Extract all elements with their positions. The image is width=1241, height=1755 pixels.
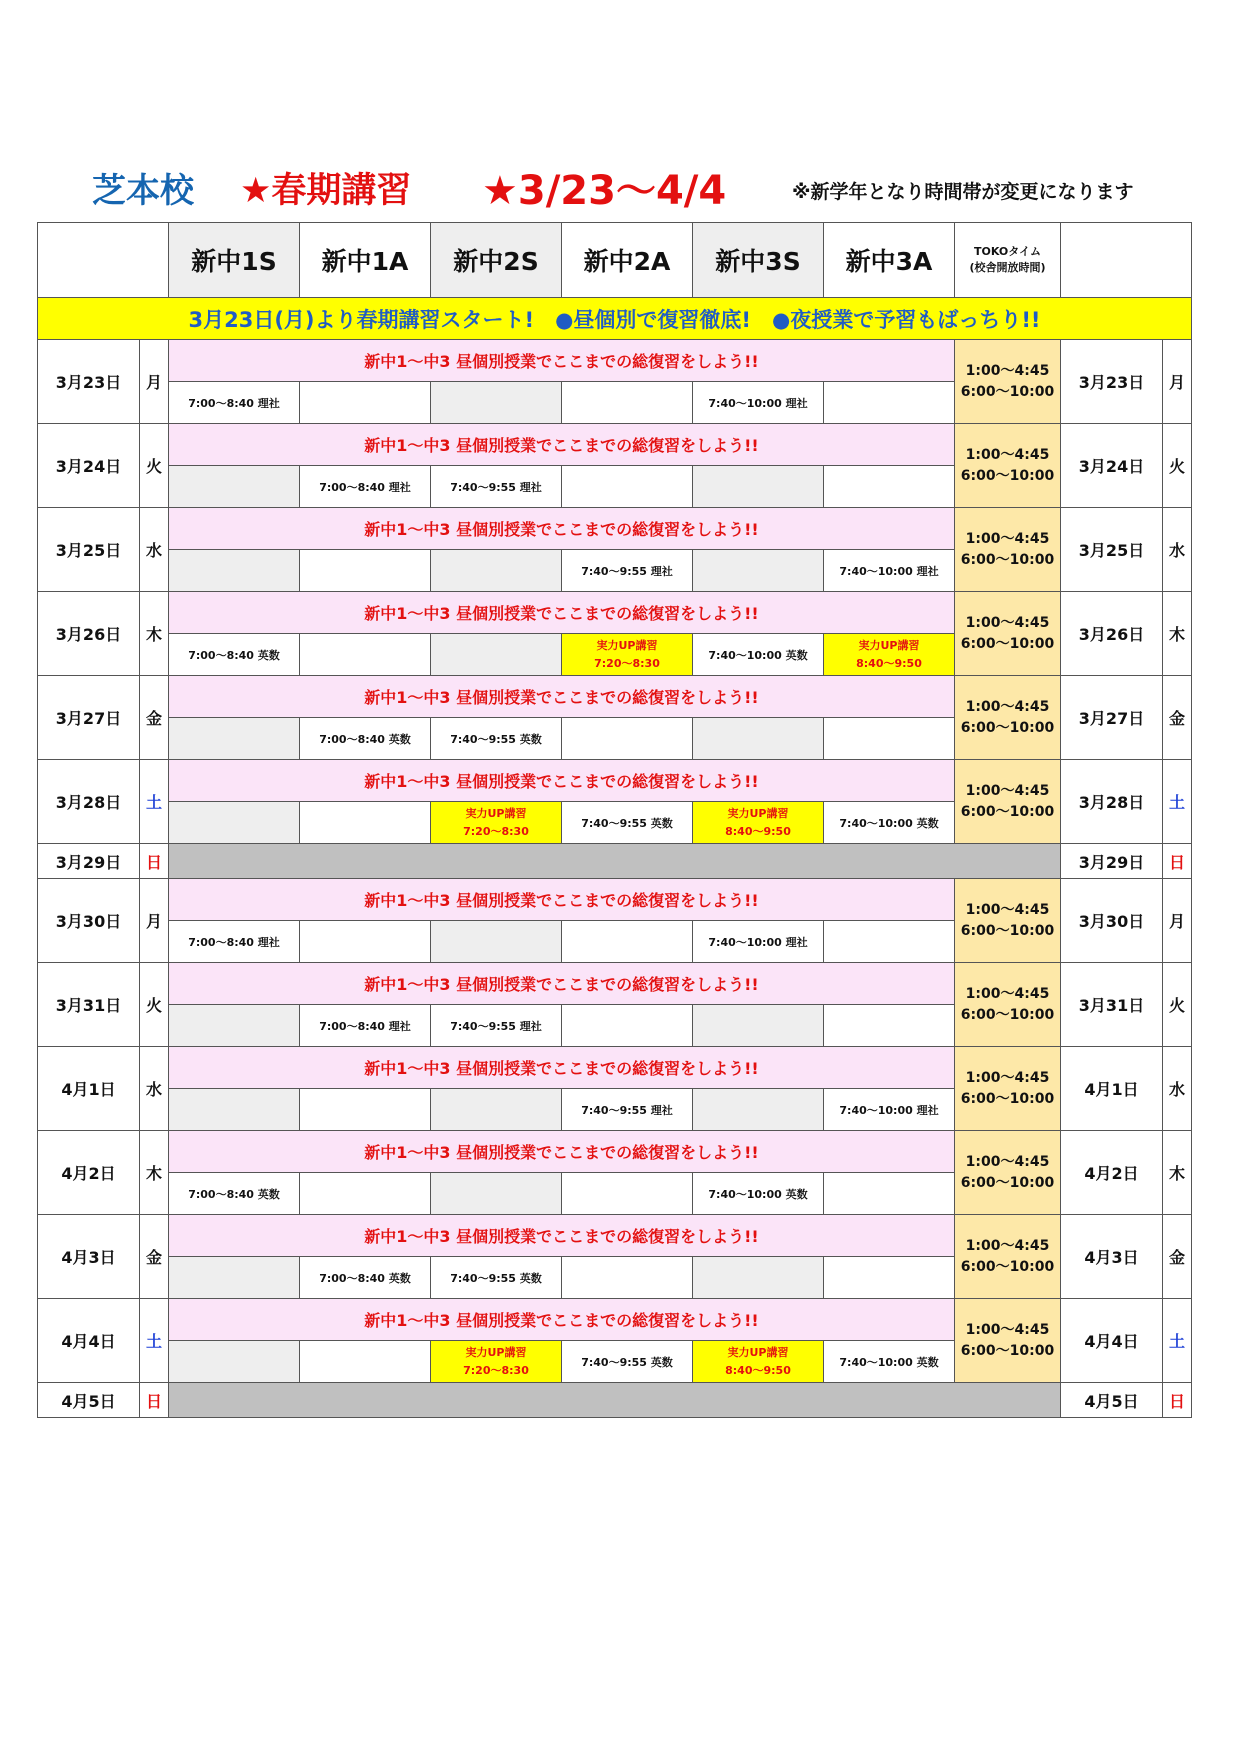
date-cell-right: 4月5日 — [1061, 1383, 1163, 1418]
toko-hours-cell — [955, 676, 1061, 760]
toko-hours-cell — [955, 760, 1061, 844]
review-banner: 新中1～中3 昼個別授業でここまでの総復習をしよう!! — [169, 676, 955, 718]
empty-slot — [693, 466, 824, 508]
empty-slot — [300, 1089, 431, 1131]
lesson-cell: 7:40～9:55 英数 — [431, 1257, 562, 1299]
class-header: 新中1S — [169, 223, 300, 298]
lesson-cell: 7:00～8:40 理社 — [300, 1005, 431, 1047]
toko-hours-evening: 6:00～10:00 — [960, 1258, 1055, 1275]
schedule-note: ※新学年となり時間帯が変更になります — [792, 181, 1134, 203]
empty-slot — [562, 1005, 693, 1047]
empty-slot — [169, 802, 300, 844]
toko-header-line1: TOKOタイム — [973, 245, 1041, 259]
toko-hours-cell — [955, 508, 1061, 592]
weekday-cell: 月 — [140, 879, 169, 963]
toko-hours-afternoon: 1:00～4:45 — [965, 901, 1050, 918]
date-cell-right: 3月30日 — [1061, 879, 1163, 963]
special-lesson-label: 実力UP講習 — [596, 639, 658, 653]
special-lesson-cell — [693, 1341, 824, 1383]
school-name: 芝本校 — [92, 171, 194, 211]
date-cell: 3月30日 — [38, 879, 140, 963]
closed-day-row — [38, 1383, 1192, 1418]
empty-slot — [824, 466, 955, 508]
empty-slot — [300, 1341, 431, 1383]
date-cell: 3月24日 — [38, 424, 140, 508]
closed-day-row — [38, 844, 1192, 879]
date-cell-right: 4月1日 — [1061, 1047, 1163, 1131]
date-cell-right: 3月28日 — [1061, 760, 1163, 844]
special-lesson-time: 8:40～9:50 — [856, 656, 922, 670]
toko-hours-cell — [955, 340, 1061, 424]
empty-slot — [431, 382, 562, 424]
toko-hours-cell — [955, 1215, 1061, 1299]
toko-header — [955, 223, 1061, 298]
weekday-cell: 金 — [140, 1215, 169, 1299]
date-cell: 4月5日 — [38, 1383, 140, 1418]
lesson-cell: 7:40～9:55 理社 — [562, 1089, 693, 1131]
empty-slot — [300, 550, 431, 592]
date-cell-right: 3月23日 — [1061, 340, 1163, 424]
date-cell-right: 3月31日 — [1061, 963, 1163, 1047]
lesson-cell: 7:40～10:00 英数 — [693, 1173, 824, 1215]
review-banner: 新中1～中3 昼個別授業でここまでの総復習をしよう!! — [169, 424, 955, 466]
toko-hours-evening: 6:00～10:00 — [960, 1174, 1055, 1191]
toko-hours-cell — [955, 1047, 1061, 1131]
lesson-cell: 7:00～8:40 英数 — [300, 718, 431, 760]
date-cell: 3月28日 — [38, 760, 140, 844]
weekday-cell: 土 — [140, 1299, 169, 1383]
empty-slot — [562, 718, 693, 760]
weekday-cell: 日 — [140, 844, 169, 879]
toko-hours-cell — [955, 963, 1061, 1047]
review-banner: 新中1～中3 昼個別授業でここまでの総復習をしよう!! — [169, 340, 955, 382]
toko-hours-cell — [955, 592, 1061, 676]
toko-hours-evening: 6:00～10:00 — [960, 803, 1055, 820]
day-row — [38, 760, 1192, 802]
weekday-cell-right: 木 — [1163, 592, 1192, 676]
empty-slot — [169, 466, 300, 508]
weekday-cell: 木 — [140, 592, 169, 676]
toko-header-line2: (校舎開放時間) — [969, 261, 1046, 274]
day-row — [38, 1215, 1192, 1257]
empty-slot — [693, 718, 824, 760]
class-header: 新中1A — [300, 223, 431, 298]
date-cell-right: 3月24日 — [1061, 424, 1163, 508]
weekday-cell-right: 火 — [1163, 424, 1192, 508]
empty-slot — [431, 1089, 562, 1131]
day-row — [38, 879, 1192, 921]
toko-hours-evening: 6:00～10:00 — [960, 1090, 1055, 1107]
weekday-cell-right: 火 — [1163, 963, 1192, 1047]
banner-row — [38, 298, 1192, 340]
lesson-cell: 7:40～10:00 英数 — [824, 1341, 955, 1383]
weekday-cell-right: 月 — [1163, 879, 1192, 963]
empty-slot — [431, 1173, 562, 1215]
review-banner: 新中1～中3 昼個別授業でここまでの総復習をしよう!! — [169, 508, 955, 550]
date-cell: 3月29日 — [38, 844, 140, 879]
date-cell-right: 3月27日 — [1061, 676, 1163, 760]
date-cell-right: 3月25日 — [1061, 508, 1163, 592]
toko-hours-evening: 6:00～10:00 — [960, 922, 1055, 939]
special-lesson-cell — [693, 802, 824, 844]
toko-hours-afternoon: 1:00～4:45 — [965, 1069, 1050, 1086]
weekday-cell-right: 土 — [1163, 760, 1192, 844]
weekday-cell-right: 日 — [1163, 844, 1192, 879]
special-lesson-time: 8:40～9:50 — [725, 1363, 791, 1377]
lesson-cell: 7:40～9:55 理社 — [431, 466, 562, 508]
empty-slot — [824, 1257, 955, 1299]
empty-slot — [431, 634, 562, 676]
date-cell: 4月4日 — [38, 1299, 140, 1383]
lesson-cell: 7:40～10:00 英数 — [824, 802, 955, 844]
empty-slot — [562, 921, 693, 963]
review-banner: 新中1～中3 昼個別授業でここまでの総復習をしよう!! — [169, 592, 955, 634]
date-cell: 4月3日 — [38, 1215, 140, 1299]
toko-hours-evening: 6:00～10:00 — [960, 383, 1055, 400]
lesson-cell: 7:40～9:55 英数 — [562, 802, 693, 844]
toko-hours-afternoon: 1:00～4:45 — [965, 446, 1050, 463]
empty-slot — [300, 634, 431, 676]
lesson-cell: 7:40～9:55 英数 — [562, 1341, 693, 1383]
toko-hours-afternoon: 1:00～4:45 — [965, 1237, 1050, 1254]
empty-slot — [169, 718, 300, 760]
empty-slot — [693, 1257, 824, 1299]
special-lesson-time: 7:20～8:30 — [463, 1363, 529, 1377]
lesson-cell: 7:40～9:55 理社 — [562, 550, 693, 592]
lesson-cell: 7:40～10:00 英数 — [693, 634, 824, 676]
lesson-cell: 7:00～8:40 英数 — [300, 1257, 431, 1299]
date-cell: 4月1日 — [38, 1047, 140, 1131]
class-header: 新中2A — [562, 223, 693, 298]
toko-hours-evening: 6:00～10:00 — [960, 467, 1055, 484]
empty-slot — [300, 802, 431, 844]
lesson-cell: 7:00～8:40 英数 — [169, 1173, 300, 1215]
day-row — [38, 963, 1192, 1005]
date-cell: 3月27日 — [38, 676, 140, 760]
date-cell-right: 3月26日 — [1061, 592, 1163, 676]
empty-slot — [300, 1173, 431, 1215]
weekday-cell-right: 水 — [1163, 1047, 1192, 1131]
special-lesson-cell — [431, 802, 562, 844]
special-lesson-time: 8:40～9:50 — [725, 824, 791, 838]
empty-slot — [431, 550, 562, 592]
weekday-cell: 月 — [140, 340, 169, 424]
lesson-cell: 7:00～8:40 英数 — [169, 634, 300, 676]
toko-hours-afternoon: 1:00～4:45 — [965, 698, 1050, 715]
toko-hours-afternoon: 1:00～4:45 — [965, 362, 1050, 379]
toko-hours-afternoon: 1:00～4:45 — [965, 782, 1050, 799]
weekday-cell-right: 日 — [1163, 1383, 1192, 1418]
header-row — [38, 223, 1192, 298]
banner-text: 3月23日(月)より春期講習スタート! ●昼個別で復習徹底! ●夜授業で予習もばっちり!! — [38, 298, 1192, 340]
lesson-cell: 7:00～8:40 理社 — [169, 382, 300, 424]
empty-slot — [824, 1005, 955, 1047]
lesson-cell: 7:40～9:55 英数 — [431, 718, 562, 760]
review-banner: 新中1～中3 昼個別授業でここまでの総復習をしよう!! — [169, 963, 955, 1005]
date-cell: 3月26日 — [38, 592, 140, 676]
special-lesson-cell — [562, 634, 693, 676]
toko-hours-cell — [955, 1131, 1061, 1215]
review-banner: 新中1～中3 昼個別授業でここまでの総復習をしよう!! — [169, 879, 955, 921]
title-row — [0, 155, 1241, 215]
special-lesson-time: 7:20～8:30 — [463, 824, 529, 838]
toko-hours-evening: 6:00～10:00 — [960, 719, 1055, 736]
course-title: ★春期講習 — [240, 171, 412, 211]
weekday-cell-right: 木 — [1163, 1131, 1192, 1215]
toko-hours-cell — [955, 1299, 1061, 1383]
empty-slot — [824, 718, 955, 760]
lesson-cell: 7:40～10:00 理社 — [693, 382, 824, 424]
special-lesson-label: 実力UP講習 — [727, 1346, 789, 1360]
weekday-cell: 水 — [140, 508, 169, 592]
lesson-cell: 7:40～10:00 理社 — [824, 550, 955, 592]
lesson-cell: 7:00～8:40 理社 — [169, 921, 300, 963]
toko-hours-afternoon: 1:00～4:45 — [965, 985, 1050, 1002]
schedule-table — [37, 222, 1192, 1418]
weekday-cell: 土 — [140, 760, 169, 844]
day-row — [38, 340, 1192, 382]
date-range: ★3/23～4/4 — [482, 168, 727, 214]
date-cell: 4月2日 — [38, 1131, 140, 1215]
closed-bar — [169, 1383, 1061, 1418]
class-header: 新中3A — [824, 223, 955, 298]
day-row — [38, 1299, 1192, 1341]
review-banner: 新中1～中3 昼個別授業でここまでの総復習をしよう!! — [169, 1215, 955, 1257]
toko-hours-afternoon: 1:00～4:45 — [965, 1153, 1050, 1170]
special-lesson-label: 実力UP講習 — [465, 807, 527, 821]
date-cell-right: 4月2日 — [1061, 1131, 1163, 1215]
weekday-cell: 火 — [140, 963, 169, 1047]
empty-slot — [169, 1005, 300, 1047]
header-blank-right — [1061, 223, 1192, 298]
empty-slot — [562, 1257, 693, 1299]
weekday-cell-right: 金 — [1163, 676, 1192, 760]
special-lesson-cell — [431, 1341, 562, 1383]
toko-hours-cell — [955, 424, 1061, 508]
toko-hours-cell — [955, 879, 1061, 963]
weekday-cell-right: 金 — [1163, 1215, 1192, 1299]
review-banner: 新中1～中3 昼個別授業でここまでの総復習をしよう!! — [169, 1047, 955, 1089]
day-row — [38, 1131, 1192, 1173]
day-row — [38, 1047, 1192, 1089]
date-cell-right: 4月4日 — [1061, 1299, 1163, 1383]
weekday-cell-right: 水 — [1163, 508, 1192, 592]
special-lesson-label: 実力UP講習 — [727, 807, 789, 821]
toko-hours-afternoon: 1:00～4:45 — [965, 1321, 1050, 1338]
date-cell: 3月31日 — [38, 963, 140, 1047]
day-row — [38, 508, 1192, 550]
empty-slot — [562, 1173, 693, 1215]
toko-hours-evening: 6:00～10:00 — [960, 1006, 1055, 1023]
special-lesson-cell — [824, 634, 955, 676]
header-blank-left — [38, 223, 169, 298]
empty-slot — [824, 382, 955, 424]
empty-slot — [169, 1341, 300, 1383]
special-lesson-time: 7:20～8:30 — [594, 656, 660, 670]
weekday-cell-right: 土 — [1163, 1299, 1192, 1383]
day-row — [38, 592, 1192, 634]
lesson-cell: 7:40～9:55 理社 — [431, 1005, 562, 1047]
weekday-cell: 金 — [140, 676, 169, 760]
closed-bar — [169, 844, 1061, 879]
empty-slot — [562, 382, 693, 424]
special-lesson-label: 実力UP講習 — [858, 639, 920, 653]
class-header: 新中2S — [431, 223, 562, 298]
lesson-cell: 7:40～10:00 理社 — [824, 1089, 955, 1131]
lesson-cell: 7:00～8:40 理社 — [300, 466, 431, 508]
lesson-cell: 7:40～10:00 理社 — [693, 921, 824, 963]
weekday-cell-right: 月 — [1163, 340, 1192, 424]
empty-slot — [169, 1089, 300, 1131]
empty-slot — [300, 382, 431, 424]
toko-hours-afternoon: 1:00～4:45 — [965, 530, 1050, 547]
class-header: 新中3S — [693, 223, 824, 298]
date-cell-right: 4月3日 — [1061, 1215, 1163, 1299]
empty-slot — [693, 1005, 824, 1047]
toko-hours-evening: 6:00～10:00 — [960, 1342, 1055, 1359]
date-cell: 3月25日 — [38, 508, 140, 592]
days-body — [38, 340, 1192, 1418]
weekday-cell: 木 — [140, 1131, 169, 1215]
date-cell: 3月23日 — [38, 340, 140, 424]
toko-hours-afternoon: 1:00～4:45 — [965, 614, 1050, 631]
review-banner: 新中1～中3 昼個別授業でここまでの総復習をしよう!! — [169, 760, 955, 802]
toko-hours-evening: 6:00～10:00 — [960, 635, 1055, 652]
weekday-cell: 日 — [140, 1383, 169, 1418]
empty-slot — [431, 921, 562, 963]
day-row — [38, 424, 1192, 466]
empty-slot — [693, 1089, 824, 1131]
toko-hours-evening: 6:00～10:00 — [960, 551, 1055, 568]
empty-slot — [562, 466, 693, 508]
empty-slot — [693, 550, 824, 592]
day-row — [38, 676, 1192, 718]
weekday-cell: 火 — [140, 424, 169, 508]
date-cell-right: 3月29日 — [1061, 844, 1163, 879]
empty-slot — [824, 921, 955, 963]
weekday-cell: 水 — [140, 1047, 169, 1131]
empty-slot — [169, 1257, 300, 1299]
empty-slot — [169, 550, 300, 592]
special-lesson-label: 実力UP講習 — [465, 1346, 527, 1360]
empty-slot — [300, 921, 431, 963]
review-banner: 新中1～中3 昼個別授業でここまでの総復習をしよう!! — [169, 1131, 955, 1173]
review-banner: 新中1～中3 昼個別授業でここまでの総復習をしよう!! — [169, 1299, 955, 1341]
empty-slot — [824, 1173, 955, 1215]
